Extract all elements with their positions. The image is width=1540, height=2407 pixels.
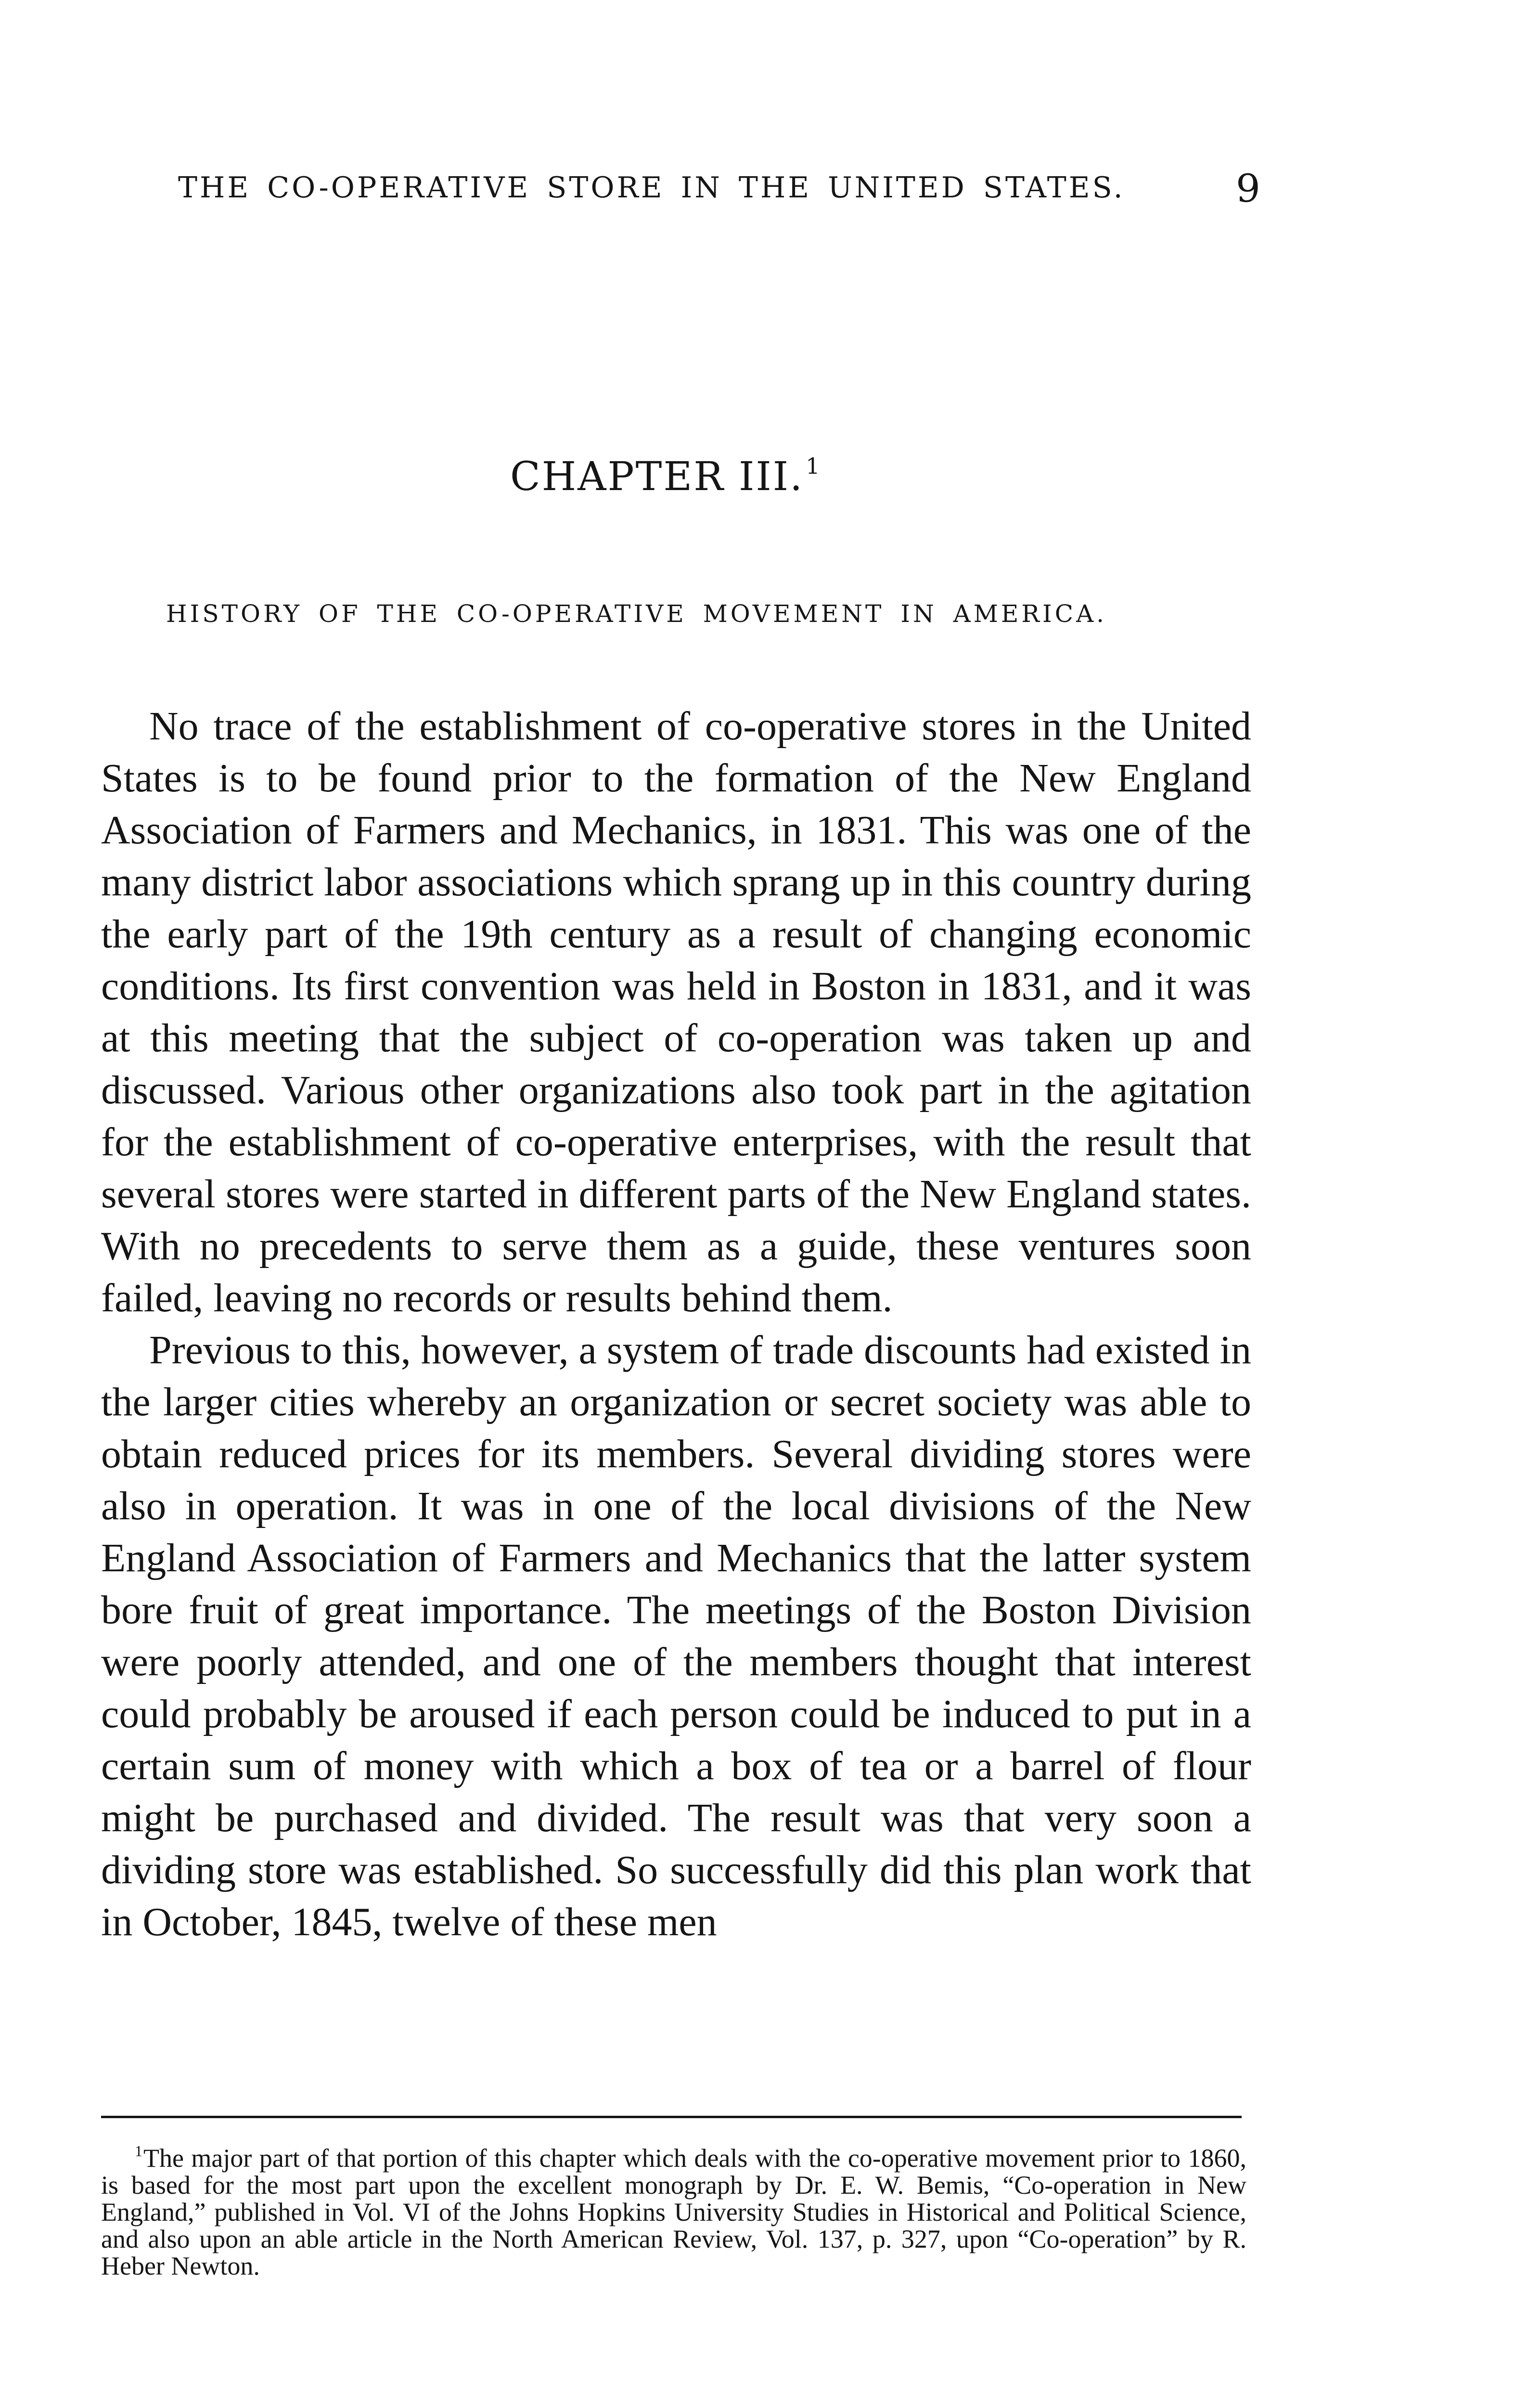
chapter-title: CHAPTER III. [510, 454, 804, 500]
footnote-marker: 1 [135, 2142, 142, 2160]
page-number: 9 [1236, 166, 1260, 211]
chapter-footnote-marker: 1 [806, 453, 821, 479]
paragraph: Previous to this, however, a system of trade discounts had existed in the larger cities whereby an organization or secret society was able to obtain reduced prices for its members. Several dividing stores were also in operation. It was in one of the local divisions of the New England Association of Farmers and Mechanics that the latter system bore fruit of great importance. The meetings of the Boston Division were poorly attended, and one of the members thought that interest could probably be aroused if each person could be induced to put in a certain sum of money with which a box of tea or a barrel of flour might be purchased and divided. The result was that very soon a dividing store was established. So successfully did this plan work that in October, 1845, twelve of these men [101, 1328, 1251, 1944]
footnote [101, 2137, 1246, 2279]
running-head-title: THE CO-OPERATIVE STORE IN THE UNITED STATES. [178, 171, 1125, 205]
footnote-divider [101, 2116, 1242, 2118]
chapter-heading [510, 453, 821, 500]
paragraph: No trace of the establishment of co-operative stores in the United States is to be found prior to the formation of the New England Association of Farmers and Mechanics, in 1831. This was one of the many district labor associations which sprang up in this country during the early part of the 19th century as a result of changing economic conditions. Its first convention was held in Boston in 1831, and it was at this meeting that the subject of co-operation was taken up and discussed. Various other organizations also took part in the agitation for the establishment of co-operative enterprises, with the result that several stores were started in different parts of the New England states. With no precedents to serve them as a guide, these ventures soon failed, leaving no records or results behind them. [101, 704, 1251, 1320]
footnote-text: The major part of that portion of this chapter which deals with the co-operative movement prior to 1860, is based for the most part upon the excellent monograph by Dr. E. W. Bemis, “Co-operation in New England,” published in Vol. VI of the Johns Hopkins University Studies in Historical and Political Science, and also upon an able article in the North American Review, Vol. 137, p. 327, upon “Co-operation” by R. Heber Newton. [101, 2144, 1246, 2280]
body-text [101, 700, 1251, 1948]
chapter-subtitle: HISTORY OF THE CO-OPERATIVE MOVEMENT IN AMERICA. [166, 600, 1107, 628]
